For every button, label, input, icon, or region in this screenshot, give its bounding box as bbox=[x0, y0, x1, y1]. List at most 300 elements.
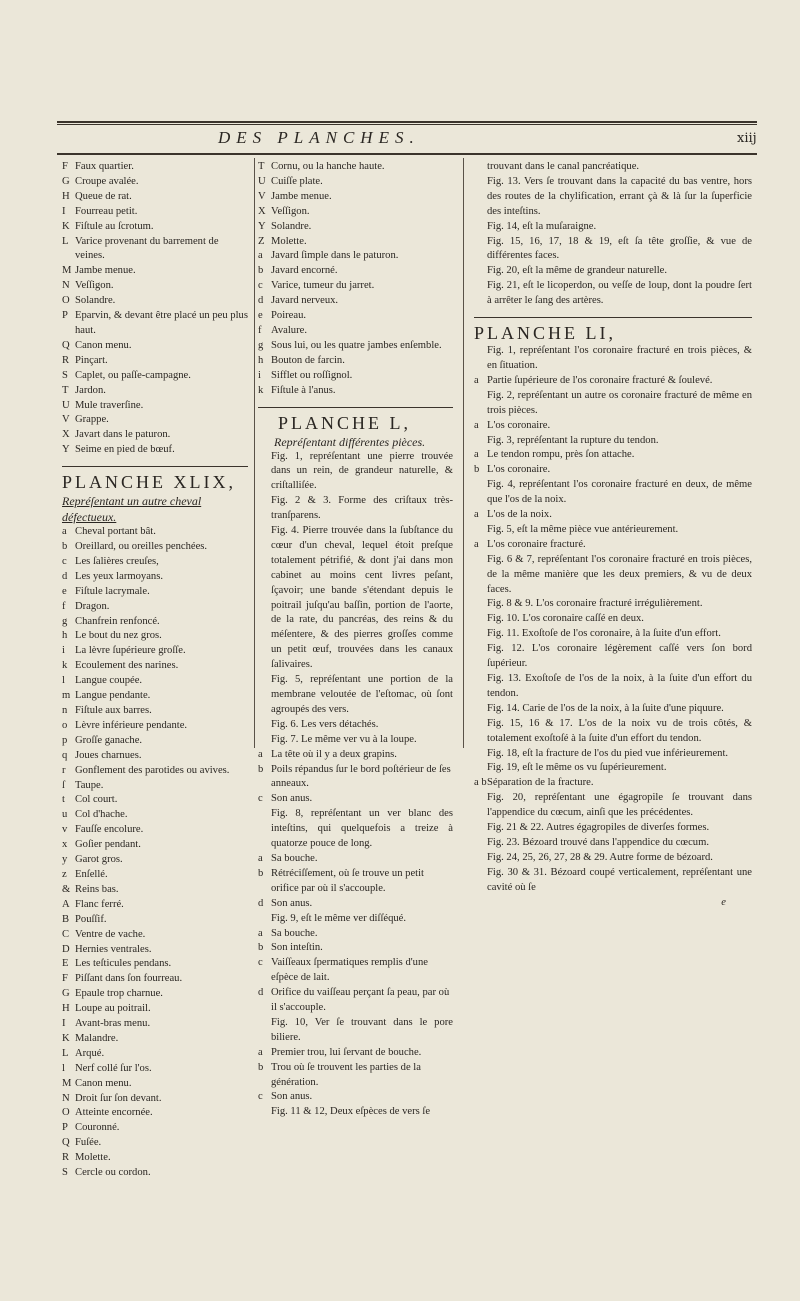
figure-caption: Fig. 12. L'os coronaire légèrement caſſé vers ſon bord ſupérieur. bbox=[487, 643, 752, 670]
legend-item bbox=[62, 1077, 248, 1092]
figure-caption: Fig. 2 & 3. Forme des criſtaux très-tranſparens. bbox=[271, 495, 453, 522]
legend-text: Molette. bbox=[271, 235, 307, 247]
legend-item bbox=[62, 823, 248, 838]
legend-letter: V bbox=[62, 414, 70, 426]
legend-item bbox=[258, 956, 453, 986]
legend-text: La lèvre ſupérieure groſſe. bbox=[75, 645, 186, 657]
figure-caption: Fig. 30 & 31. Bézoard coupé verticalement, repréſentant une cavité où ſe bbox=[487, 866, 752, 893]
legend-text: Flanc ferré. bbox=[75, 898, 124, 910]
running-title: DES PLANCHES. bbox=[218, 128, 420, 147]
legend-text: Enſellé. bbox=[75, 868, 108, 880]
legend-item bbox=[62, 913, 248, 928]
legend-item bbox=[258, 852, 453, 867]
plate-49-subtitle: Repréſentant un autre cheval défectueux. bbox=[62, 494, 202, 525]
figure-caption: Fig. 13. Vers ſe trouvant dans la capacité du bas ventre, hors des routes de la chylification, errant çà & là ſur la ſuperficie des inteſtins. bbox=[487, 175, 752, 217]
legend-letter: E bbox=[62, 958, 69, 970]
legend-text: Chanfrein renfoncé. bbox=[75, 615, 160, 627]
legend-item bbox=[62, 1002, 248, 1017]
legend-letter: p bbox=[62, 734, 68, 746]
legend-letter: d bbox=[258, 897, 264, 909]
legend-text: Fauſſe encolure. bbox=[75, 824, 144, 836]
legend-letter: a bbox=[258, 852, 263, 864]
figure-caption: Fig. 11 & 12, Deux eſpèces de vers ſe bbox=[271, 1106, 431, 1118]
legend-text: Varice provenant du barrement de veines. bbox=[75, 235, 219, 262]
legend-letter: y bbox=[62, 854, 68, 866]
legend-letter: & bbox=[62, 883, 71, 895]
legend-letter: b bbox=[474, 464, 480, 476]
legend-item bbox=[62, 1017, 248, 1032]
legend-text: Nerf collé ſur l'os. bbox=[75, 1062, 152, 1074]
legend-item bbox=[62, 384, 248, 399]
legend-text: Arqué. bbox=[75, 1047, 105, 1059]
legend-item bbox=[258, 897, 453, 912]
legend-text: Javard ſimple dans le paturon. bbox=[271, 250, 399, 262]
legend-text: Son anus. bbox=[271, 897, 313, 909]
legend-letter: b bbox=[258, 942, 264, 954]
legend-letter: i bbox=[62, 645, 65, 657]
legend-item bbox=[62, 339, 248, 354]
legend-text: Sifflet ou roſſignol. bbox=[271, 369, 353, 381]
legend-text: Eparvin, & devant être placé un peu plus haut. bbox=[75, 310, 248, 336]
legend-letter: a bbox=[258, 748, 263, 760]
legend-text: Sa bouche. bbox=[271, 927, 318, 939]
page-number: xiij bbox=[737, 131, 757, 146]
legend-item bbox=[258, 748, 453, 763]
legend-item bbox=[258, 279, 453, 294]
legend-letter: T bbox=[258, 161, 265, 172]
legend-item bbox=[62, 525, 248, 540]
figure-caption: Fig. 20, repréſentant une égagropile ſe trouvant dans l'appendice du cœcum, ainſi que les précédentes. bbox=[487, 792, 752, 819]
legend-text: Jardon. bbox=[75, 384, 106, 396]
legend-text: Piſſant dans ſon fourreau. bbox=[75, 973, 183, 985]
legend-item bbox=[62, 659, 248, 674]
legend-letter: l bbox=[62, 1062, 65, 1074]
legend-text: Trou où ſe trouvent les parties de la génération. bbox=[271, 1061, 421, 1088]
legend-text: Langue coupée. bbox=[75, 675, 143, 687]
legend-text: Joues charnues. bbox=[75, 749, 142, 761]
legend-letter: a bbox=[474, 419, 479, 431]
legend-item bbox=[62, 1151, 248, 1166]
legend-item bbox=[62, 1121, 248, 1136]
legend-letter: r bbox=[62, 764, 66, 776]
legend-letter: b bbox=[62, 541, 68, 553]
top-rule bbox=[57, 121, 757, 123]
plate-49-title: PLANCHE XLIX, bbox=[62, 472, 236, 493]
figure-caption: Fig. 9, eſt le même ver diſſéqué. bbox=[271, 912, 407, 924]
legend-text: Jambe menue. bbox=[75, 265, 136, 277]
legend-item bbox=[62, 175, 248, 190]
legend-letter: H bbox=[62, 190, 70, 202]
legend-letter: e bbox=[258, 310, 263, 322]
legend-item bbox=[62, 585, 248, 600]
legend-text: Col d'hache. bbox=[75, 809, 128, 821]
legend-letter: a bbox=[258, 250, 263, 262]
figure-caption: Fig. 21, eſt le licoperdon, ou veſſe de loup, dont la poudre ſert à arrêter le ſang des artères. bbox=[487, 280, 752, 307]
legend-item bbox=[62, 309, 248, 339]
legend-item bbox=[258, 220, 453, 235]
column-divider bbox=[254, 158, 255, 748]
legend-item bbox=[258, 190, 453, 205]
legend-text: Le tendon rompu, près ſon attache. bbox=[487, 449, 635, 461]
legend-text: Cuiſſe plate. bbox=[271, 175, 323, 187]
legend-letter: h bbox=[258, 354, 264, 366]
legend-letter: a bbox=[474, 538, 479, 550]
legend-item bbox=[62, 413, 248, 428]
plate-50-subtitle: Repréſentant différentes pièces. bbox=[274, 434, 426, 449]
legend-letter: a bbox=[258, 1046, 263, 1058]
legend-item bbox=[62, 1136, 248, 1151]
legend-item bbox=[258, 354, 453, 369]
legend-letter: I bbox=[62, 205, 66, 217]
legend-letter: f bbox=[258, 324, 262, 336]
legend-item bbox=[62, 957, 248, 972]
legend-letter: b bbox=[258, 1061, 264, 1073]
legend-letter: N bbox=[62, 280, 70, 292]
legend-letter: c bbox=[258, 1091, 263, 1103]
legend-letter: d bbox=[258, 295, 264, 307]
plate-48-legend-continued bbox=[62, 160, 248, 458]
legend-text: Javard encorné. bbox=[271, 265, 338, 277]
legend-item bbox=[62, 354, 248, 369]
legend-letter: Q bbox=[62, 339, 70, 351]
legend-text: Garot gros. bbox=[75, 854, 123, 866]
legend-letter: R bbox=[62, 1152, 70, 1164]
legend-text: L'os de la noix. bbox=[487, 509, 552, 521]
legend-item bbox=[258, 763, 453, 793]
legend-letter: ſ bbox=[62, 779, 65, 791]
legend-text: Les yeux larmoyans. bbox=[75, 570, 163, 582]
catchword: e bbox=[721, 896, 726, 908]
legend-text: Poireau. bbox=[271, 310, 307, 322]
legend-item bbox=[474, 448, 752, 463]
plate-50-legend bbox=[258, 450, 453, 1121]
legend-item bbox=[62, 615, 248, 630]
legend-item bbox=[62, 279, 248, 294]
legend-item bbox=[62, 883, 248, 898]
figure-caption: Fig. 6. Les vers détachés. bbox=[271, 718, 379, 730]
legend-text: Sa bouche. bbox=[271, 852, 318, 864]
legend-letter: I bbox=[62, 1018, 66, 1030]
legend-item bbox=[62, 644, 248, 659]
legend-item bbox=[62, 972, 248, 987]
legend-text: Le bout du nez gros. bbox=[75, 630, 162, 642]
legend-letter: C bbox=[62, 928, 70, 940]
legend-letter: D bbox=[62, 943, 70, 955]
legend-letter: d bbox=[62, 570, 68, 582]
legend-letter: x bbox=[62, 839, 68, 851]
legend-letter: Y bbox=[62, 444, 70, 456]
legend-letter: b bbox=[258, 265, 264, 277]
legend-item bbox=[62, 220, 248, 235]
legend-letter: S bbox=[62, 369, 68, 381]
legend-text: Fiſtule lacrymale. bbox=[75, 585, 150, 597]
legend-letter: B bbox=[62, 913, 70, 925]
legend-letter: q bbox=[62, 749, 68, 761]
legend-text: Rétréciſſement, où ſe trouve un petit orifice par où il s'accouple. bbox=[271, 867, 424, 894]
legend-text: Col court. bbox=[75, 794, 118, 806]
legend-letter: H bbox=[62, 1003, 70, 1015]
legend-letter: b bbox=[258, 867, 264, 879]
legend-letter: S bbox=[62, 1167, 68, 1179]
figure-caption: Fig. 10, Ver ſe trouvant dans le pore biliere. bbox=[271, 1016, 453, 1043]
legend-text: Ecoulement des narines. bbox=[75, 660, 179, 672]
legend-item bbox=[258, 1061, 453, 1091]
legend-text: Droit ſur ſon devant. bbox=[75, 1092, 162, 1104]
figure-caption: Fig. 4. Pierre trouvée dans la ſubſtance du cœur d'un cheval, lequel étoit preſque totalement pétrifié, & dont j'ai dans mon cabinet au moins cent livres peſant, ſçavoir; une bande s'étendant depuis le poitrail juſqu'au baſſin, portion de l'aorte, de la rate, du pancréas, des reins & du méſentere, & des pierres groſſes comme un petit œuf, trouvées dans les canaux ſalivaires. bbox=[271, 525, 453, 671]
legend-letter: k bbox=[258, 384, 264, 396]
legend-letter: v bbox=[62, 824, 68, 836]
legend-letter: u bbox=[62, 809, 68, 821]
legend-letter: g bbox=[258, 339, 264, 351]
legend-text: Fourreau petit. bbox=[75, 205, 138, 217]
legend-letter: K bbox=[62, 1032, 70, 1044]
legend-letter: M bbox=[62, 1077, 72, 1089]
legend-text: Jambe menue. bbox=[271, 190, 332, 202]
plate-rule bbox=[474, 317, 752, 318]
figure-caption: Fig. 14, eſt la muſaraigne. bbox=[487, 220, 597, 232]
legend-letter: a bbox=[258, 927, 263, 939]
figure-caption: Fig. 1, repréſentant une pierre trouvée dans un rein, de grandeur naturelle, & criſtalliſée. bbox=[271, 450, 453, 492]
figure-caption: Fig. 14. Carie de l'os de la noix, à la ſuite d'une piquure. bbox=[487, 702, 724, 714]
legend-item bbox=[258, 309, 453, 324]
figure-caption: Fig. 20, eſt la même de grandeur naturelle. bbox=[487, 265, 668, 277]
legend-letter: G bbox=[62, 988, 70, 1000]
plate-rule bbox=[258, 407, 453, 408]
legend-text: Lèvre inférieure pendante. bbox=[75, 719, 188, 731]
legend-letter: f bbox=[62, 600, 66, 612]
legend-letter: e bbox=[62, 585, 67, 597]
legend-letter: U bbox=[62, 399, 70, 411]
legend-text: Pouſſif. bbox=[75, 913, 107, 925]
legend-item bbox=[62, 749, 248, 764]
column-divider bbox=[463, 158, 464, 748]
legend-item bbox=[62, 764, 248, 779]
legend-item bbox=[62, 943, 248, 958]
plate-51-title: PLANCHE LI, bbox=[474, 323, 616, 344]
legend-text: Fiſtule aux barres. bbox=[75, 705, 152, 716]
legend-item bbox=[474, 419, 752, 434]
legend-text: Couronné. bbox=[75, 1122, 120, 1134]
legend-item bbox=[258, 1046, 453, 1061]
legend-letter: A bbox=[62, 898, 70, 910]
legend-item bbox=[62, 868, 248, 883]
legend-item bbox=[258, 867, 453, 897]
legend-letter: z bbox=[62, 868, 67, 880]
legend-item bbox=[62, 235, 248, 265]
legend-letter: L bbox=[62, 235, 69, 247]
column-right bbox=[474, 160, 752, 911]
header-rule bbox=[57, 153, 757, 155]
legend-text: Caplet, ou paſſe-campagne. bbox=[75, 369, 191, 381]
legend-item bbox=[258, 160, 453, 175]
figure-caption: Fig. 5, repréſentant une portion de la membrane veloutée de l'eſtomac, où ſont agroupés des vers. bbox=[271, 674, 453, 715]
figure-caption: Fig. 2, repréſentant un autre os coronaire fracturé de même en trois pièces. bbox=[487, 389, 752, 416]
legend-item bbox=[474, 374, 752, 389]
figure-caption: Fig. 4, repréſentant l'os coronaire fracturé en deux, de même que l'os de la noix. bbox=[487, 479, 752, 506]
legend-item bbox=[62, 160, 248, 175]
legend-item bbox=[62, 674, 248, 689]
legend-letter: a bbox=[62, 526, 67, 538]
legend-text: Vaiſſeaux ſpermatiques remplis d'une eſpèce de lait. bbox=[271, 957, 428, 984]
legend-item bbox=[474, 776, 752, 791]
figure-caption: Fig. 15, 16, 17, 18 & 19, eſt ſa tête groſſie, & vue de différentes faces. bbox=[487, 235, 752, 262]
legend-text: Sous lui, ou les quatre jambes enſemble. bbox=[271, 339, 442, 351]
legend-text: Groſſe ganache. bbox=[75, 734, 143, 746]
legend-text: Solandre. bbox=[271, 220, 312, 232]
legend-letter: a bbox=[474, 509, 479, 521]
legend-letter: X bbox=[62, 429, 70, 441]
legend-item bbox=[62, 190, 248, 205]
legend-item bbox=[258, 927, 453, 942]
legend-item bbox=[62, 555, 248, 570]
legend-text: Croupe avalée. bbox=[75, 175, 139, 187]
legend-item bbox=[258, 175, 453, 190]
legend-letter: l bbox=[62, 675, 65, 687]
legend-letter: F bbox=[62, 161, 68, 172]
legend-text: Son inteſtin. bbox=[271, 942, 323, 954]
legend-text: L'os coronaire. bbox=[487, 464, 551, 476]
legend-letter: V bbox=[258, 190, 266, 202]
legend-item bbox=[62, 294, 248, 309]
legend-item bbox=[62, 369, 248, 384]
legend-text: Fiſtule à l'anus. bbox=[271, 384, 336, 396]
legend-item bbox=[62, 838, 248, 853]
legend-text: Ventre de vache. bbox=[75, 928, 146, 940]
legend-letter: b bbox=[258, 763, 264, 775]
legend-letter: d bbox=[258, 987, 264, 999]
legend-text: Grappe. bbox=[75, 414, 109, 426]
legend-text: Les ſalières creuſes, bbox=[75, 555, 159, 567]
legend-item bbox=[62, 719, 248, 734]
column-left bbox=[62, 160, 248, 1181]
legend-letter: U bbox=[258, 175, 266, 187]
plate-rule bbox=[62, 466, 248, 467]
legend-text: Oreillard, ou oreilles penchées. bbox=[75, 541, 208, 553]
legend-item bbox=[258, 941, 453, 956]
legend-text: Séparation de la fracture. bbox=[487, 777, 594, 789]
legend-text: Bouton de farcin. bbox=[271, 354, 345, 366]
legend-letter: T bbox=[62, 384, 69, 396]
legend-item bbox=[62, 428, 248, 443]
legend-letter: P bbox=[62, 1122, 68, 1134]
legend-text: Molette. bbox=[75, 1152, 111, 1164]
figure-caption: Fig. 18, eſt la fracture de l'os du pied vue inférieurement. bbox=[487, 747, 729, 759]
legend-item bbox=[62, 399, 248, 414]
running-header bbox=[0, 128, 800, 152]
legend-letter: Q bbox=[62, 1137, 70, 1149]
plate-50-legend-continued bbox=[474, 160, 752, 309]
legend-text: Javard nerveux. bbox=[271, 295, 339, 307]
legend-text: Seime en pied de bœuf. bbox=[75, 444, 175, 456]
figure-caption: Fig. 15, 16 & 17. L'os de la noix vu de trois côtés, & totalement exoſtoſé à la ſuite d'un effort du tendon. bbox=[487, 717, 752, 744]
legend-letter: c bbox=[258, 957, 263, 969]
continued-text: trouvant dans le canal pancréatique. bbox=[487, 161, 640, 172]
legend-letter: k bbox=[62, 660, 68, 672]
plate-51-legend bbox=[474, 344, 752, 896]
legend-item bbox=[258, 249, 453, 264]
legend-text: Veſſigon. bbox=[271, 205, 310, 217]
legend-item bbox=[474, 508, 752, 523]
legend-item bbox=[62, 205, 248, 220]
legend-item bbox=[258, 264, 453, 279]
plate-49-legend-continued bbox=[258, 160, 453, 399]
legend-item bbox=[62, 689, 248, 704]
legend-item bbox=[258, 986, 453, 1016]
figure-caption: Fig. 24, 25, 26, 27, 28 & 29. Autre forme de bézoard. bbox=[487, 851, 713, 863]
legend-item bbox=[258, 369, 453, 384]
legend-letter: a b bbox=[474, 777, 487, 789]
legend-text: Cercle ou cordon. bbox=[75, 1167, 151, 1179]
legend-item bbox=[258, 1090, 453, 1105]
legend-letter: g bbox=[62, 615, 68, 627]
legend-text: Faux quartier. bbox=[75, 161, 134, 172]
legend-text: Premier trou, lui ſervant de bouche. bbox=[271, 1046, 422, 1058]
legend-text: Reins bas. bbox=[75, 883, 119, 895]
legend-text: Canon menu. bbox=[75, 339, 132, 351]
legend-text: Avant-bras menu. bbox=[75, 1018, 151, 1030]
legend-item bbox=[62, 853, 248, 868]
legend-text: Fuſée. bbox=[75, 1137, 102, 1149]
figure-caption: Fig. 3, repréſentant la rupture du tendon. bbox=[487, 434, 659, 446]
legend-letter: L bbox=[62, 1047, 69, 1059]
legend-text: Veſſigon. bbox=[75, 280, 114, 292]
legend-item bbox=[62, 1106, 248, 1121]
legend-item bbox=[62, 1092, 248, 1107]
legend-text: Gonflement des parotides ou avives. bbox=[75, 764, 230, 776]
figure-caption: Fig. 13. Exoſtoſe de l'os de la noix, à la ſuite d'un effort du tendon. bbox=[487, 673, 752, 699]
legend-item bbox=[62, 600, 248, 615]
legend-item bbox=[258, 294, 453, 309]
legend-letter: c bbox=[62, 555, 67, 567]
legend-letter: M bbox=[62, 265, 72, 277]
legend-text: Cornu, ou la hanche haute. bbox=[271, 161, 385, 172]
legend-text: Hernies ventrales. bbox=[75, 943, 152, 955]
legend-item bbox=[258, 205, 453, 220]
legend-text: Loupe au poitrail. bbox=[75, 1003, 151, 1015]
figure-caption: Fig. 8 & 9. L'os coronaire fracturé irrégulièrement. bbox=[487, 598, 703, 610]
column-middle bbox=[258, 160, 453, 1120]
legend-text: Orifice du vaiſſeau perçant ſa peau, par où il s'accouple. bbox=[271, 987, 450, 1014]
figure-caption: Fig. 19, eſt le même os vu ſupérieurement. bbox=[487, 762, 667, 774]
legend-text: Cheval portant bât. bbox=[75, 526, 156, 538]
legend-item bbox=[62, 629, 248, 644]
legend-text: La tête où il y a deux grapins. bbox=[271, 748, 397, 760]
legend-text: Langue pendante. bbox=[75, 690, 151, 702]
legend-letter: F bbox=[62, 973, 68, 985]
legend-text: Atteinte encornée. bbox=[75, 1107, 153, 1119]
legend-letter: N bbox=[62, 1092, 70, 1104]
top-rule-thin bbox=[57, 124, 757, 125]
legend-text: L'os coronaire. bbox=[487, 419, 551, 431]
legend-text: L'os coronaire fracturé. bbox=[487, 538, 586, 550]
legend-text: Epaule trop charnue. bbox=[75, 988, 163, 1000]
legend-text: Queue de rat. bbox=[75, 190, 132, 202]
legend-text: Malandre. bbox=[75, 1032, 119, 1044]
legend-text: Avalure. bbox=[271, 324, 307, 336]
legend-letter: i bbox=[258, 369, 261, 381]
legend-letter: O bbox=[62, 1107, 70, 1119]
figure-caption: Fig. 7. Le même ver vu à la loupe. bbox=[271, 733, 417, 745]
legend-letter: m bbox=[62, 690, 71, 702]
legend-item bbox=[62, 779, 248, 794]
legend-item bbox=[62, 1166, 248, 1181]
legend-item bbox=[62, 264, 248, 279]
figure-caption: Fig. 23. Bézoard trouvé dans l'appendice du cœcum. bbox=[487, 836, 709, 848]
legend-letter: c bbox=[258, 793, 263, 805]
legend-item bbox=[474, 463, 752, 478]
legend-item bbox=[62, 704, 248, 719]
legend-letter: K bbox=[62, 220, 70, 232]
